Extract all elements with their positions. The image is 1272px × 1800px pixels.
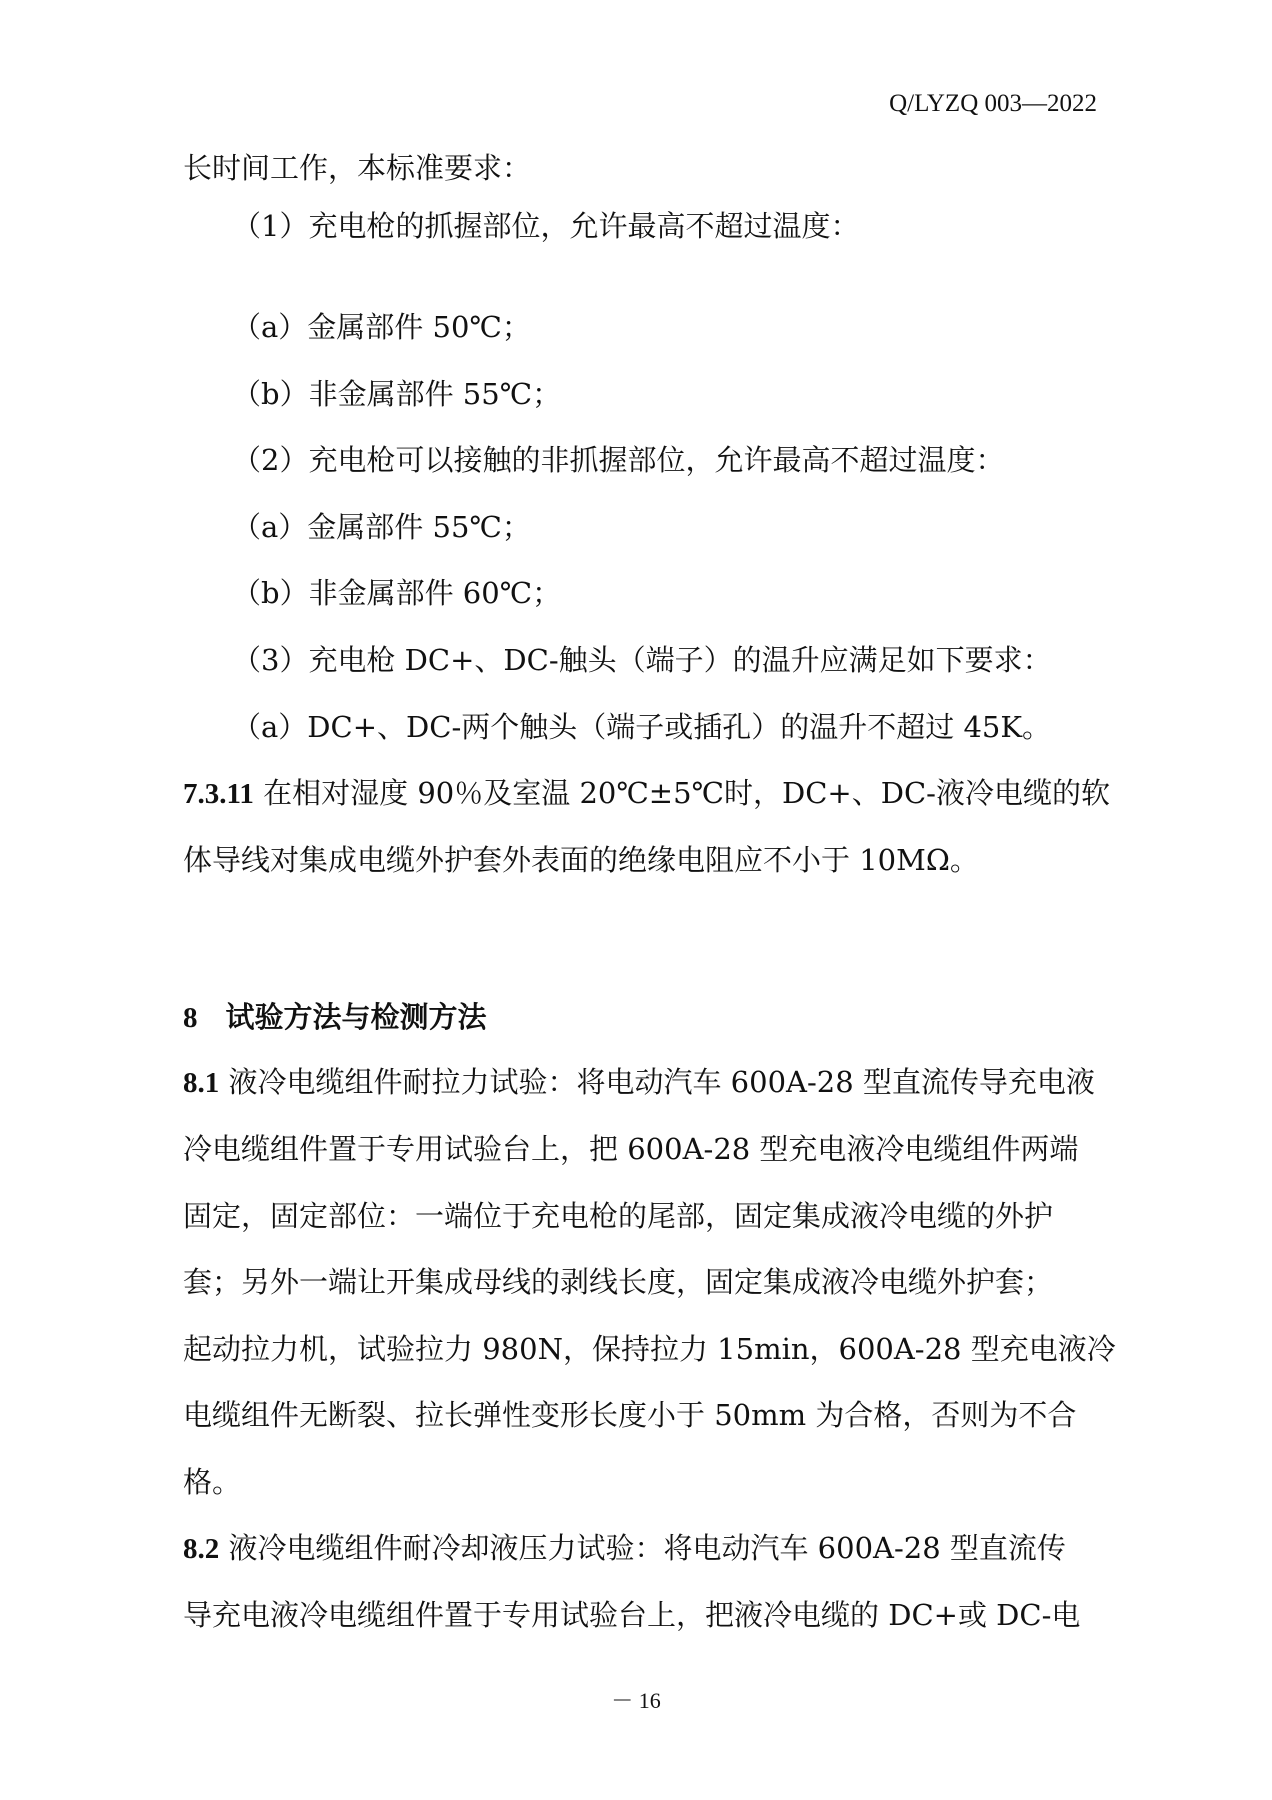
page-number: － 16 <box>611 1688 661 1713</box>
clause-text: 液冷电缆组件耐拉力试验：将电动汽车 600A-28 型直流传导充电液 <box>219 1065 1095 1099</box>
section-heading <box>183 997 487 1038</box>
clause-text: 液冷电缆组件耐冷却液压力试验：将电动汽车 600A-28 型直流传 <box>219 1531 1066 1565</box>
paragraph-line: 起动拉力机，试验拉力 980N，保持拉力 15min，600A-28 型充电液冷 <box>183 1332 1116 1366</box>
clause-8-2 <box>183 1528 1066 1569</box>
paragraph-line: （2）充电枪可以接触的非抓握部位，允许最高不超过温度： <box>232 443 1005 477</box>
paragraph-line: （b）非金属部件 55℃； <box>232 377 562 411</box>
paragraph-line: 电缆组件无断裂、拉长弹性变形长度小于 50mm 为合格，否则为不合 <box>183 1398 1077 1432</box>
paragraph-line: 体导线对集成电缆外护套外表面的绝缘电阻应不小于 10MΩ。 <box>183 843 979 877</box>
paragraph-line: 格。 <box>183 1465 242 1499</box>
paragraph-line: 套；另外一端让开集成母线的剥线长度，固定集成液冷电缆外护套； <box>183 1265 1054 1299</box>
paragraph-line: （a）DC+、DC-两个触头（端子或插孔）的温升不超过 45K。 <box>232 710 1052 744</box>
paragraph-line: （b）非金属部件 60℃； <box>232 576 562 610</box>
paragraph-line: （a）金属部件 55℃； <box>232 510 531 544</box>
paragraph-line: （a）金属部件 50℃； <box>232 310 531 344</box>
clause-number: 8.2 <box>183 1533 220 1565</box>
section-title: 试验方法与检测方法 <box>225 1000 487 1034</box>
clause-text: 在相对湿度 90％及室温 20℃±5℃时，DC+、DC-液冷电缆的软 <box>253 776 1110 810</box>
clause-8-1 <box>183 1062 1095 1103</box>
paragraph-line: 冷电缆组件置于专用试验台上，把 600A-28 型充电液冷电缆组件两端 <box>183 1132 1079 1166</box>
section-number: 8 <box>183 1002 198 1034</box>
paragraph-line: 导充电液冷电缆组件置于专用试验台上，把液冷电缆的 DC+或 DC-电 <box>183 1598 1081 1632</box>
paragraph-line: 固定，固定部位：一端位于充电枪的尾部，固定集成液冷电缆的外护 <box>183 1199 1054 1233</box>
paragraph-line: （3）充电枪 DC+、DC-触头（端子）的温升应满足如下要求： <box>232 643 1052 677</box>
document-code: Q/LYZQ 003—2022 <box>889 90 1097 117</box>
clause-7-3-11 <box>183 773 1110 814</box>
paragraph-line: 长时间工作，本标准要求： <box>183 151 532 185</box>
paragraph-line: （1）充电枪的抓握部位，允许最高不超过温度： <box>232 209 860 243</box>
clause-number: 8.1 <box>183 1067 220 1099</box>
clause-number: 7.3.11 <box>183 778 254 810</box>
